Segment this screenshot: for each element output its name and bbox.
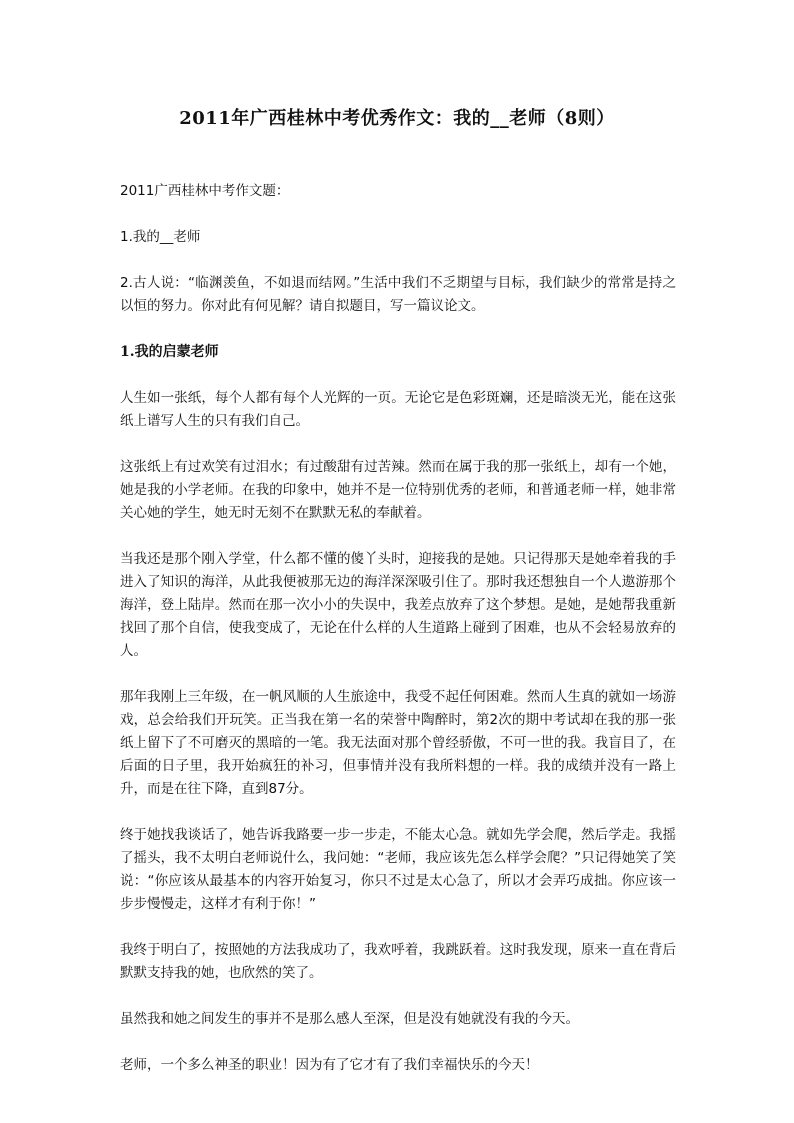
document-body [120, 180, 676, 1100]
document-title: 2011年广西桂林中考优秀作文：我的__老师（8则） [179, 108, 615, 129]
body-paragraph: 那年我刚上三年级，在一帆风顺的人生旅途中，我受不起任何困难。然而人生真的就如一场游戏，总会给我们开玩笑。正当我在第一名的荣誉中陶醉时，第2次的期中考试却在我的那一张纸上留下了不可磨灭的黑暗的一笔。我无法面对那个曾经骄傲，不可一世的我。我盲目了，在后面的日子里，我开始疯狂的补习，但事情并没有我所料想的一样。我的成绩并没有一路上升，而是在往下降，直到87分。 [120, 689, 676, 797]
intro-line: 2.古人说：“临渊羡鱼，不如退而结网。”生活中我们不乏期望与目标，我们缺少的常常是持之以恒的努力。你对此有何见解？请自拟题目，写一篇议论文。 [120, 275, 676, 314]
body-paragraph: 这张纸上有过欢笑有过泪水；有过酸甜有过苦辣。然而在属于我的那一张纸上，却有一个她，她是我的小学老师。在我的印象中，她并不是一位特别优秀的老师，和普通老师一样，她非常关心她的学生，她无时无刻不在默默无私的奉献着。 [120, 459, 676, 521]
body-paragraph: 老师，一个多么神圣的职业！因为有了它才有了我们幸福快乐的今天！ [120, 1057, 539, 1073]
body-paragraph: 我终于明白了，按照她的方法我成功了，我欢呼着，我跳跃着。这时我发现，原来一直在背后默默支持我的她，也欣然的笑了。 [120, 942, 676, 981]
body-paragraph: 当我还是那个刚入学堂，什么都不懂的傻丫头时，迎接我的是她。只记得那天是她牵着我的手进入了知识的海洋，从此我便被那无边的海洋深深吸引住了。那时我还想独自一个人遨游那个海洋，登上陆岸。然而在那一次小小的失误中，我差点放弃了这个梦想。是她，是她帮我重新找回了那个自信，使我变成了，无论在什么样的人生道路上碰到了困难，也从不会轻易放弃的人。 [120, 551, 676, 659]
intro-line: 1.我的__老师 [120, 229, 201, 245]
body-paragraph: 虽然我和她之间发生的事并不是那么感人至深，但是没有她就没有我的今天。 [120, 1011, 579, 1027]
body-paragraph: 人生如一张纸，每个人都有每个人光辉的一页。无论它是色彩斑斓，还是暗淡无光，能在这张纸上谱写人生的只有我们自己。 [120, 390, 676, 429]
intro-line: 2011广西桂林中考作文题： [120, 183, 290, 199]
section-heading: 1.我的启蒙老师 [120, 344, 219, 360]
body-paragraph: 终于她找我谈话了，她告诉我路要一步一步走，不能太心急。就如先学会爬，然后学走。我摇了摇头，我不太明白老师说什么，我问她：“老师，我应该先怎么样学会爬？”只记得她笑了笑说：“你应该从最基本的内容开始复习，你只不过是太心急了，所以才会弄巧成拙。你应该一步步慢慢走，这样才有利于你！” [120, 827, 676, 912]
